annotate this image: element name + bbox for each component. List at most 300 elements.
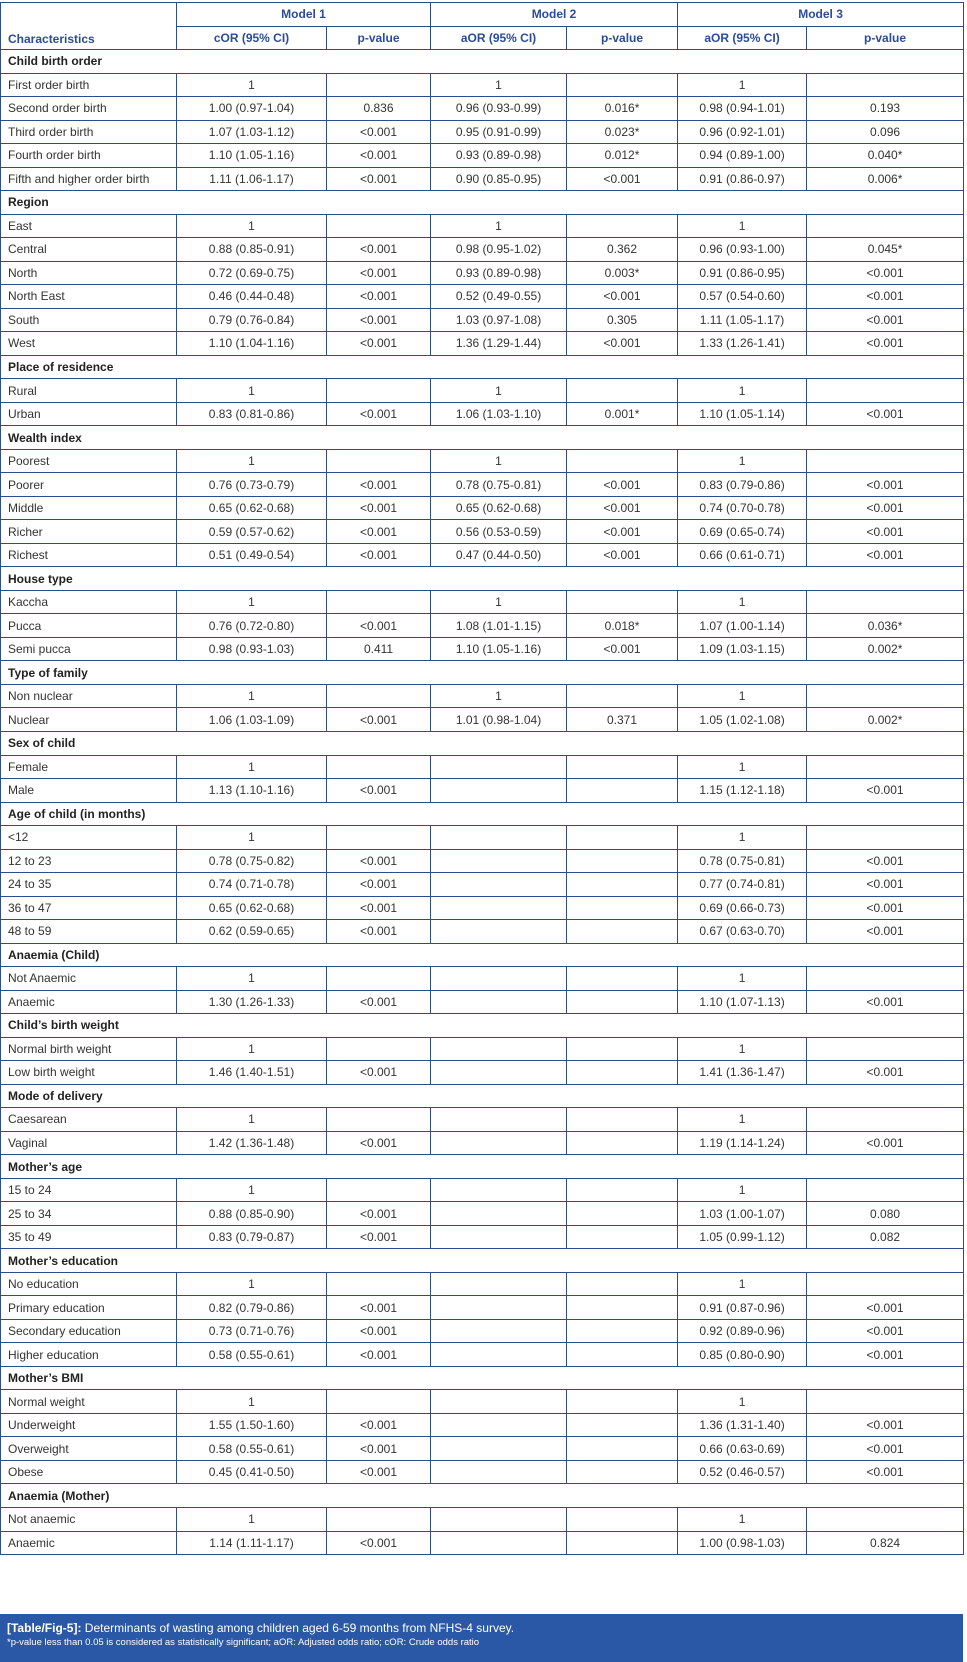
pvalue-1 (327, 590, 431, 614)
pvalue-2 (567, 1037, 678, 1061)
aor-value-3: 1 (678, 755, 807, 779)
pvalue-3: <0.001 (807, 920, 964, 944)
cor-value: 1 (177, 684, 327, 708)
aor-value-3: 1 (678, 684, 807, 708)
cor-value: 1.00 (0.97-1.04) (177, 97, 327, 121)
aor-value-3: 1 (678, 1178, 807, 1202)
row-label: 24 to 35 (1, 873, 177, 897)
group-header-row (1, 426, 964, 450)
table-row (1, 496, 964, 520)
aor-value-2 (431, 849, 567, 873)
aor-value-3: 0.78 (0.75-0.81) (678, 849, 807, 873)
aor-value-2 (431, 826, 567, 850)
pvalue-2 (567, 779, 678, 803)
pvalue-2: 0.371 (567, 708, 678, 732)
table-row (1, 285, 964, 309)
pvalue-1 (327, 684, 431, 708)
pvalue-2 (567, 1531, 678, 1555)
row-label: 12 to 23 (1, 849, 177, 873)
aor-value-2: 1.06 (1.03-1.10) (431, 402, 567, 426)
aor-value-3: 1.10 (1.05-1.14) (678, 402, 807, 426)
row-label: 15 to 24 (1, 1178, 177, 1202)
pvalue-3: 0.002* (807, 637, 964, 661)
pvalue-3 (807, 1108, 964, 1132)
aor-value-3: 1.19 (1.14-1.24) (678, 1131, 807, 1155)
table-row (1, 402, 964, 426)
group-header-row (1, 355, 964, 379)
pvalue-3: <0.001 (807, 896, 964, 920)
pvalue-3 (807, 214, 964, 238)
pvalue-2: <0.001 (567, 332, 678, 356)
aor-value-2 (431, 1061, 567, 1085)
pvalue-1 (327, 379, 431, 403)
aor-value-3: 0.96 (0.92-1.01) (678, 120, 807, 144)
cor-value: 1 (177, 1178, 327, 1202)
pvalue-3: <0.001 (807, 1296, 964, 1320)
cor-value: 0.79 (0.76-0.84) (177, 308, 327, 332)
aor-value-3: 0.74 (0.70-0.78) (678, 496, 807, 520)
pvalue-1: <0.001 (327, 614, 431, 638)
cor-value: 1.46 (1.40-1.51) (177, 1061, 327, 1085)
aor-value-2: 1 (431, 590, 567, 614)
group-title: Mother’s BMI (1, 1366, 177, 1390)
pvalue-3 (807, 755, 964, 779)
pvalue-3: 0.036* (807, 614, 964, 638)
group-title-fill (177, 1366, 964, 1390)
pvalue-1: <0.001 (327, 402, 431, 426)
aor-value-3: 1.03 (1.00-1.07) (678, 1202, 807, 1226)
table-row (1, 1296, 964, 1320)
group-header-row (1, 1249, 964, 1273)
pvalue-2: <0.001 (567, 520, 678, 544)
pvalue-1 (327, 1272, 431, 1296)
row-label: Vaginal (1, 1131, 177, 1155)
pvalue-2 (567, 1202, 678, 1226)
header-characteristics: Characteristics (1, 3, 177, 50)
group-title-fill (177, 1155, 964, 1179)
pvalue-2 (567, 214, 678, 238)
pvalue-2 (567, 73, 678, 97)
aor-value-2 (431, 1296, 567, 1320)
cor-value: 1 (177, 1037, 327, 1061)
table-row (1, 684, 964, 708)
cor-value: 0.59 (0.57-0.62) (177, 520, 327, 544)
group-title-fill (177, 567, 964, 591)
pvalue-3: 0.045* (807, 238, 964, 262)
pvalue-3: 0.193 (807, 97, 964, 121)
pvalue-3: <0.001 (807, 1437, 964, 1461)
header-pvalue-2: p-value (567, 26, 678, 50)
row-label: Richest (1, 543, 177, 567)
table-row (1, 990, 964, 1014)
table-row (1, 967, 964, 991)
pvalue-3: <0.001 (807, 849, 964, 873)
aor-value-2 (431, 1508, 567, 1532)
aor-value-3: 0.57 (0.54-0.60) (678, 285, 807, 309)
table-body (1, 50, 964, 1555)
pvalue-1: <0.001 (327, 1413, 431, 1437)
table-row (1, 1272, 964, 1296)
aor-value-3: 0.91 (0.86-0.97) (678, 167, 807, 191)
pvalue-1: <0.001 (327, 520, 431, 544)
table-caption (0, 1614, 963, 1662)
pvalue-1: <0.001 (327, 332, 431, 356)
table-row (1, 1390, 964, 1414)
table-row (1, 1178, 964, 1202)
cor-value: 0.83 (0.81-0.86) (177, 402, 327, 426)
table-row (1, 637, 964, 661)
row-label: Normal weight (1, 1390, 177, 1414)
cor-value: 1 (177, 379, 327, 403)
table-row (1, 144, 964, 168)
row-label: Male (1, 779, 177, 803)
group-header-row (1, 802, 964, 826)
cor-value: 0.58 (0.55-0.61) (177, 1437, 327, 1461)
cor-value: 1 (177, 590, 327, 614)
aor-value-2 (431, 1413, 567, 1437)
row-label: Female (1, 755, 177, 779)
pvalue-3 (807, 1272, 964, 1296)
row-label: First order birth (1, 73, 177, 97)
row-label: South (1, 308, 177, 332)
table-row (1, 896, 964, 920)
pvalue-2 (567, 967, 678, 991)
row-label: Anaemic (1, 1531, 177, 1555)
pvalue-1: <0.001 (327, 473, 431, 497)
pvalue-2 (567, 1437, 678, 1461)
aor-value-2 (431, 1108, 567, 1132)
row-label: <12 (1, 826, 177, 850)
aor-value-2 (431, 1225, 567, 1249)
pvalue-2 (567, 896, 678, 920)
pvalue-1: <0.001 (327, 1319, 431, 1343)
table-row (1, 543, 964, 567)
row-label: Caesarean (1, 1108, 177, 1132)
row-label: Richer (1, 520, 177, 544)
aor-value-3: 1 (678, 449, 807, 473)
pvalue-1 (327, 1037, 431, 1061)
group-header-row (1, 1366, 964, 1390)
header-pvalue-3: p-value (807, 26, 964, 50)
pvalue-2 (567, 1061, 678, 1085)
header-aor-3: aOR (95% CI) (678, 26, 807, 50)
pvalue-2: <0.001 (567, 637, 678, 661)
table-row (1, 1202, 964, 1226)
cor-value: 0.88 (0.85-0.91) (177, 238, 327, 262)
header-pvalue-1: p-value (327, 26, 431, 50)
aor-value-2: 1.36 (1.29-1.44) (431, 332, 567, 356)
aor-value-2 (431, 1272, 567, 1296)
pvalue-1: <0.001 (327, 920, 431, 944)
aor-value-2 (431, 1437, 567, 1461)
pvalue-1: <0.001 (327, 1460, 431, 1484)
table-row (1, 826, 964, 850)
aor-value-2: 0.47 (0.44-0.50) (431, 543, 567, 567)
cor-value: 1 (177, 967, 327, 991)
row-label: Fifth and higher order birth (1, 167, 177, 191)
table-row (1, 1413, 964, 1437)
table-row (1, 1131, 964, 1155)
pvalue-1: <0.001 (327, 873, 431, 897)
group-title-fill (177, 1084, 964, 1108)
pvalue-2 (567, 1296, 678, 1320)
pvalue-3 (807, 1508, 964, 1532)
table-row (1, 1460, 964, 1484)
aor-value-2: 1 (431, 73, 567, 97)
aor-value-2 (431, 1131, 567, 1155)
row-label: Pucca (1, 614, 177, 638)
aor-value-2: 0.78 (0.75-0.81) (431, 473, 567, 497)
pvalue-3: 0.006* (807, 167, 964, 191)
table-row (1, 1319, 964, 1343)
aor-value-3: 1 (678, 826, 807, 850)
pvalue-3: <0.001 (807, 1460, 964, 1484)
table-row (1, 590, 964, 614)
aor-value-3: 0.92 (0.89-0.96) (678, 1319, 807, 1343)
pvalue-2: <0.001 (567, 543, 678, 567)
table-row (1, 708, 964, 732)
row-label: Poorer (1, 473, 177, 497)
cor-value: 0.78 (0.75-0.82) (177, 849, 327, 873)
group-title-fill (177, 426, 964, 450)
pvalue-1 (327, 1390, 431, 1414)
table-row (1, 308, 964, 332)
group-title: Age of child (in months) (1, 802, 177, 826)
pvalue-2 (567, 1508, 678, 1532)
row-label: 25 to 34 (1, 1202, 177, 1226)
aor-value-3: 0.96 (0.93-1.00) (678, 238, 807, 262)
row-label: Second order birth (1, 97, 177, 121)
row-label: Middle (1, 496, 177, 520)
group-title-fill (177, 731, 964, 755)
group-header-row (1, 1484, 964, 1508)
cor-value: 0.74 (0.71-0.78) (177, 873, 327, 897)
cor-value: 0.73 (0.71-0.76) (177, 1319, 327, 1343)
aor-value-2 (431, 1343, 567, 1367)
group-header-row (1, 50, 964, 74)
aor-value-2 (431, 873, 567, 897)
pvalue-2 (567, 1108, 678, 1132)
row-label: Urban (1, 402, 177, 426)
aor-value-3: 1 (678, 1108, 807, 1132)
cor-value: 1.11 (1.06-1.17) (177, 167, 327, 191)
table-row (1, 73, 964, 97)
pvalue-3: 0.096 (807, 120, 964, 144)
pvalue-1: <0.001 (327, 896, 431, 920)
aor-value-2: 0.98 (0.95-1.02) (431, 238, 567, 262)
row-label: North East (1, 285, 177, 309)
aor-value-2 (431, 967, 567, 991)
caption-footnote: *p-value less than 0.05 is considered as statistically significant; aOR: Adjusted odds ratio; cOR: Crude odds ratio (7, 1637, 480, 1648)
cor-value: 1.10 (1.05-1.16) (177, 144, 327, 168)
pvalue-3 (807, 1037, 964, 1061)
aor-value-3: 0.69 (0.65-0.74) (678, 520, 807, 544)
group-title: Child’s birth weight (1, 1014, 177, 1038)
row-label: Third order birth (1, 120, 177, 144)
cor-value: 1 (177, 1272, 327, 1296)
pvalue-3 (807, 967, 964, 991)
row-label: Anaemic (1, 990, 177, 1014)
pvalue-2 (567, 1225, 678, 1249)
pvalue-1: <0.001 (327, 238, 431, 262)
pvalue-3: <0.001 (807, 520, 964, 544)
aor-value-2: 1 (431, 684, 567, 708)
pvalue-3: <0.001 (807, 873, 964, 897)
aor-value-2: 0.93 (0.89-0.98) (431, 144, 567, 168)
aor-value-3: 1 (678, 1037, 807, 1061)
group-title: Mode of delivery (1, 1084, 177, 1108)
pvalue-3: <0.001 (807, 1061, 964, 1085)
row-label: 48 to 59 (1, 920, 177, 944)
group-title: Region (1, 191, 177, 215)
group-title: Mother’s age (1, 1155, 177, 1179)
pvalue-2 (567, 449, 678, 473)
table-row (1, 261, 964, 285)
pvalue-2 (567, 873, 678, 897)
cor-value: 1.42 (1.36-1.48) (177, 1131, 327, 1155)
table-row (1, 97, 964, 121)
pvalue-2: <0.001 (567, 285, 678, 309)
row-label: Higher education (1, 1343, 177, 1367)
table-row (1, 238, 964, 262)
row-label: Kaccha (1, 590, 177, 614)
pvalue-1 (327, 1508, 431, 1532)
pvalue-1: 0.411 (327, 637, 431, 661)
pvalue-2 (567, 1343, 678, 1367)
pvalue-3: <0.001 (807, 402, 964, 426)
aor-value-3: 1.15 (1.12-1.18) (678, 779, 807, 803)
table-row (1, 873, 964, 897)
table-row (1, 214, 964, 238)
aor-value-3: 1 (678, 967, 807, 991)
pvalue-3: 0.082 (807, 1225, 964, 1249)
pvalue-1: <0.001 (327, 708, 431, 732)
row-label: Non nuclear (1, 684, 177, 708)
aor-value-3: 0.98 (0.94-1.01) (678, 97, 807, 121)
pvalue-2 (567, 849, 678, 873)
pvalue-1: <0.001 (327, 1061, 431, 1085)
cor-value: 0.65 (0.62-0.68) (177, 496, 327, 520)
pvalue-1: <0.001 (327, 144, 431, 168)
group-title: Type of family (1, 661, 177, 685)
aor-value-2 (431, 1531, 567, 1555)
cor-value: 0.72 (0.69-0.75) (177, 261, 327, 285)
cor-value: 0.51 (0.49-0.54) (177, 543, 327, 567)
pvalue-1: <0.001 (327, 1296, 431, 1320)
group-title: Anaemia (Child) (1, 943, 177, 967)
aor-value-2 (431, 1460, 567, 1484)
cor-value: 1 (177, 449, 327, 473)
pvalue-3 (807, 449, 964, 473)
aor-value-3: 1.00 (0.98-1.03) (678, 1531, 807, 1555)
cor-value: 1 (177, 1390, 327, 1414)
aor-value-3: 0.69 (0.66-0.73) (678, 896, 807, 920)
pvalue-3: <0.001 (807, 496, 964, 520)
row-label: Primary education (1, 1296, 177, 1320)
table-row (1, 1225, 964, 1249)
table-row (1, 473, 964, 497)
pvalue-2: <0.001 (567, 496, 678, 520)
cor-value: 1 (177, 755, 327, 779)
aor-value-3: 1 (678, 1272, 807, 1296)
group-title: Sex of child (1, 731, 177, 755)
aor-value-2 (431, 920, 567, 944)
cor-value: 1.06 (1.03-1.09) (177, 708, 327, 732)
aor-value-2 (431, 1037, 567, 1061)
aor-value-3: 1.05 (1.02-1.08) (678, 708, 807, 732)
pvalue-2 (567, 1319, 678, 1343)
row-label: North (1, 261, 177, 285)
group-title: Mother’s education (1, 1249, 177, 1273)
pvalue-2 (567, 755, 678, 779)
pvalue-1: <0.001 (327, 167, 431, 191)
pvalue-1: <0.001 (327, 261, 431, 285)
pvalue-3 (807, 590, 964, 614)
pvalue-1 (327, 214, 431, 238)
aor-value-2 (431, 779, 567, 803)
pvalue-3: <0.001 (807, 779, 964, 803)
pvalue-1: <0.001 (327, 308, 431, 332)
aor-value-2 (431, 1319, 567, 1343)
pvalue-3: 0.002* (807, 708, 964, 732)
header-model-3: Model 3 (678, 3, 964, 27)
aor-value-3: 0.77 (0.74-0.81) (678, 873, 807, 897)
cor-value: 1.10 (1.04-1.16) (177, 332, 327, 356)
table-row (1, 920, 964, 944)
pvalue-3: <0.001 (807, 1131, 964, 1155)
aor-value-3: 1.11 (1.05-1.17) (678, 308, 807, 332)
aor-value-3: 1.05 (0.99-1.12) (678, 1225, 807, 1249)
caption-label: [Table/Fig-5]: (7, 1621, 82, 1635)
aor-value-3: 1 (678, 1390, 807, 1414)
aor-value-2: 0.95 (0.91-0.99) (431, 120, 567, 144)
caption-text: Determinants of wasting among children aged 6-59 months from NFHS-4 survey. (84, 1621, 515, 1635)
pvalue-3: <0.001 (807, 990, 964, 1014)
row-label: Nuclear (1, 708, 177, 732)
aor-value-3: 0.94 (0.89-1.00) (678, 144, 807, 168)
pvalue-2: 0.012* (567, 144, 678, 168)
cor-value: 1.55 (1.50-1.60) (177, 1413, 327, 1437)
table-row (1, 849, 964, 873)
pvalue-1: <0.001 (327, 496, 431, 520)
aor-value-3: 1.09 (1.03-1.15) (678, 637, 807, 661)
table-row (1, 1037, 964, 1061)
aor-value-2 (431, 990, 567, 1014)
group-header-row (1, 191, 964, 215)
pvalue-2 (567, 590, 678, 614)
row-label: No education (1, 1272, 177, 1296)
table-row (1, 779, 964, 803)
cor-value: 0.45 (0.41-0.50) (177, 1460, 327, 1484)
aor-value-3: 1.33 (1.26-1.41) (678, 332, 807, 356)
aor-value-2 (431, 755, 567, 779)
pvalue-1 (327, 1178, 431, 1202)
pvalue-1: <0.001 (327, 1225, 431, 1249)
aor-value-3: 0.91 (0.87-0.96) (678, 1296, 807, 1320)
pvalue-2 (567, 1390, 678, 1414)
group-header-row (1, 1014, 964, 1038)
pvalue-1: <0.001 (327, 1202, 431, 1226)
header-aor-2: aOR (95% CI) (431, 26, 567, 50)
pvalue-1: <0.001 (327, 779, 431, 803)
aor-value-3: 0.66 (0.61-0.71) (678, 543, 807, 567)
row-label: Rural (1, 379, 177, 403)
aor-value-3: 1 (678, 73, 807, 97)
pvalue-1 (327, 755, 431, 779)
row-label: Semi pucca (1, 637, 177, 661)
determinants-table (0, 2, 964, 1555)
pvalue-2 (567, 1131, 678, 1155)
